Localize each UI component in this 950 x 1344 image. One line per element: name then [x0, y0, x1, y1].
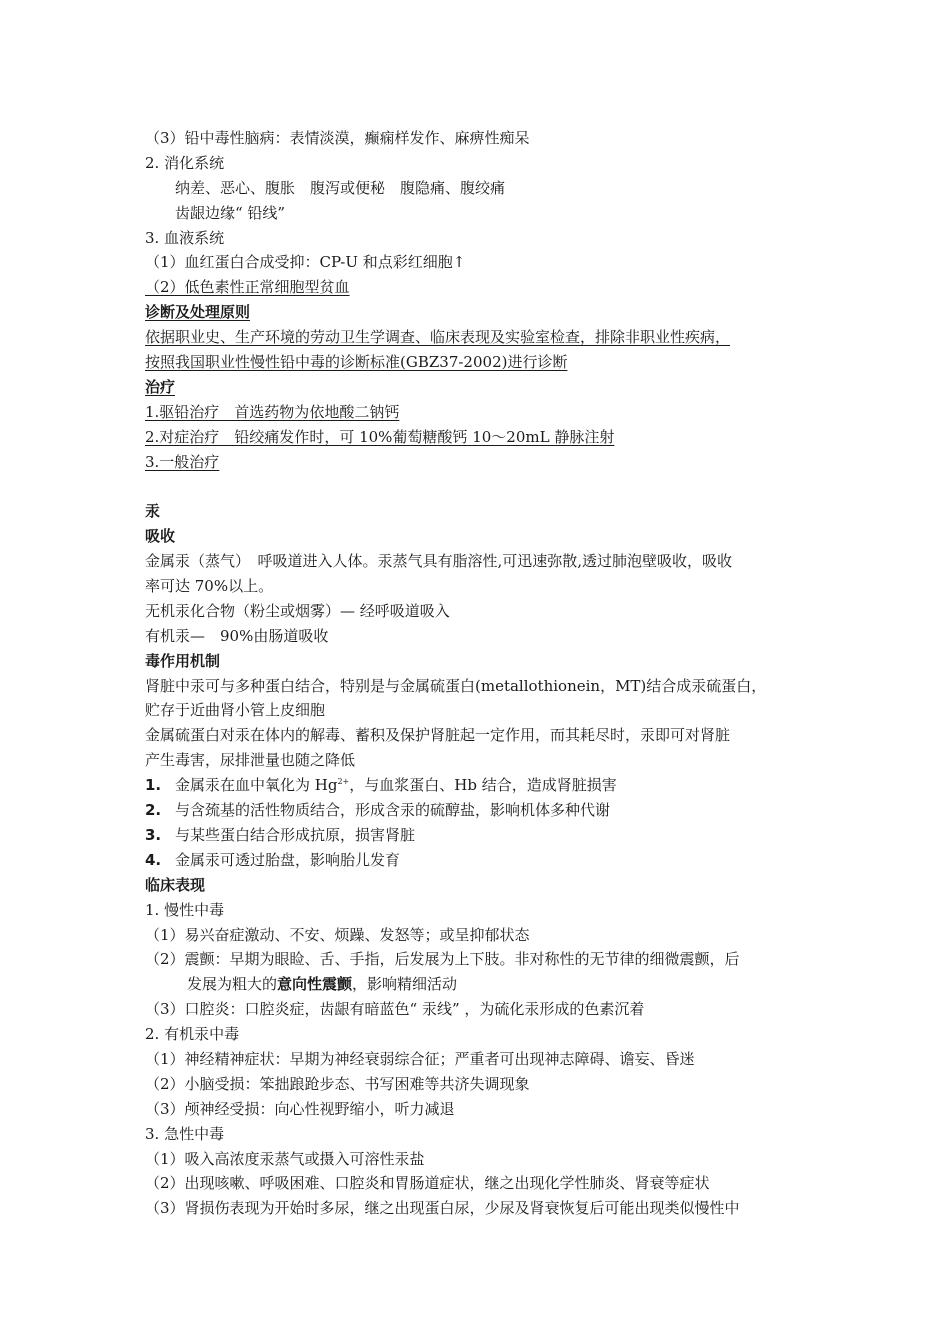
lead-blood-item-2: （2）低色素性正常细胞型贫血	[145, 278, 350, 297]
list-text: 与某些蛋白结合形成抗原，损害肾脏	[175, 825, 416, 844]
mercury-title: 汞	[145, 502, 161, 521]
treatment-heading: 治疗	[145, 377, 176, 396]
mechanism-heading: 毒作用机制	[145, 651, 221, 670]
treatment-item-3: 3.一般治疗	[145, 452, 220, 471]
list-number: 4.	[145, 850, 162, 869]
mechanism-text-1: 肾脏中汞可与多种蛋白结合，特别是与金属硫蛋白(metallothionein，MT)结合成汞硫蛋白，	[145, 676, 767, 695]
chronic-item-1: （1）易兴奋症激动、不安、烦躁、发怒等；或呈抑郁状态	[145, 925, 530, 944]
organic-heading: 2. 有机汞中毒	[145, 1025, 240, 1044]
organic-item-2: （2）小脑受损：笨拙踉跄步态、书写困难等共济失调现象	[145, 1074, 530, 1093]
treatment-item-2: 2.对症治疗 铅绞痛发作时，可 10%葡萄糖酸钙 10～20mL 静脉注射	[145, 427, 615, 446]
list-number: 1.	[145, 776, 162, 795]
spacer	[145, 474, 815, 499]
list-number: 3.	[145, 825, 162, 844]
lead-gum-line: 齿龈边缘“ 铅线”	[175, 203, 286, 222]
mechanism-list-item	[145, 798, 815, 823]
lead-encephalopathy-line: （3）铅中毒性脑病：表情淡漠，癫痫样发作、麻痹性痴呆	[145, 129, 530, 147]
diagnosis-heading: 诊断及处理原则	[145, 303, 251, 322]
acute-item-1: （1）吸入高浓度汞蒸气或摄入可溶性汞盐	[145, 1149, 425, 1168]
acute-item-3: （3）肾损伤表现为开始时多尿，继之出现蛋白尿，少尿及肾衰恢复后可能出现类似慢性中	[145, 1199, 740, 1218]
organic-item-3: （3）颅神经受损：向心性视野缩小，听力减退	[145, 1099, 455, 1118]
clinical-heading: 临床表现	[145, 875, 206, 894]
chronic-item-2-cont	[145, 972, 815, 997]
mechanism-list	[145, 773, 815, 873]
lead-blood-item-1: （1）血红蛋白合成受抑：CP-U 和点彩红细胞↑	[145, 253, 466, 272]
chronic-item-3: （3）口腔炎：口腔炎症，齿龈有暗蓝色“ 汞线” ，为硫化汞形成的色素沉着	[145, 1000, 645, 1019]
absorption-heading: 吸收	[145, 527, 176, 546]
list-text: 与含巯基的活性物质结合，形成含汞的硫醇盐，影响机体多种代谢	[175, 801, 611, 820]
document-page	[145, 126, 815, 1221]
absorption-text-3: 无机汞化合物（粉尘或烟雾）— 经呼吸道吸入	[145, 601, 450, 620]
treatment-item-1: 1.驱铅治疗 首选药物为依地酸二钠钙	[145, 402, 400, 421]
list-text-cont: ，与血浆蛋白、Hb 结合，造成肾脏损害	[349, 776, 617, 795]
mechanism-list-item	[145, 848, 815, 873]
acute-item-2: （2）出现咳嗽、呼吸困难、口腔炎和胃肠道症状，继之出现化学性肺炎、肾衰等症状	[145, 1174, 710, 1193]
list-text: 金属汞可透过胎盘，影响胎儿发育	[175, 850, 401, 869]
list-text: 金属汞在血中氧化为 Hg	[175, 776, 338, 795]
acute-heading: 3. 急性中毒	[145, 1124, 225, 1143]
mechanism-text-2: 贮存于近曲肾小管上皮细胞	[145, 701, 326, 720]
chronic-item-2-text-c: ，影响精细活动	[352, 975, 458, 994]
chronic-item-2: （2）震颤：早期为眼睑、舌、手指，后发展为上下肢。非对称性的无节律的细微震颤，后	[145, 950, 740, 969]
diagnosis-text-1: 依据职业史、生产环境的劳动卫生学调查、临床表现及实验室检查，排除非职业性疾病，	[145, 328, 731, 347]
mechanism-text-3: 金属硫蛋白对汞在体内的解毒、蓄积及保护肾脏起一定作用，而其耗尽时，汞即可对肾脏	[145, 726, 731, 745]
organic-item-1: （1）神经精神症状：早期为神经衰弱综合征；严重者可出现神志障碍、谵妄、昏迷	[145, 1049, 695, 1068]
diagnosis-text-2: 按照我国职业性慢性铅中毒的诊断标准(GBZ37-2002)进行诊断	[145, 353, 568, 372]
chronic-item-2-text-a: 发展为粗大的	[187, 975, 278, 994]
lead-digestive-symptoms: 纳差、恶心、腹胀 腹泻或便秘 腹隐痛、腹绞痛	[175, 178, 506, 197]
lead-digestive-heading: 2. 消化系统	[145, 153, 225, 172]
lead-blood-heading: 3. 血液系统	[145, 228, 225, 247]
chronic-heading: 1. 慢性中毒	[145, 900, 225, 919]
list-number: 2.	[145, 801, 162, 820]
intention-tremor-term: 意向性震颤	[277, 975, 353, 994]
absorption-text-2: 率可达 70%以上。	[145, 577, 274, 596]
mechanism-list-item	[145, 823, 815, 848]
ion-charge-superscript: 2+	[337, 777, 350, 787]
absorption-text-1: 金属汞（蒸气） 呼吸道进入人体。汞蒸气具有脂溶性,可迅速弥散,透过肺泡壁吸收，吸收	[145, 552, 733, 571]
absorption-text-4: 有机汞— 90%由肠道吸收	[145, 626, 329, 645]
mechanism-list-item	[145, 773, 815, 798]
mechanism-text-4: 产生毒害，尿排泄量也随之降低	[145, 751, 356, 770]
